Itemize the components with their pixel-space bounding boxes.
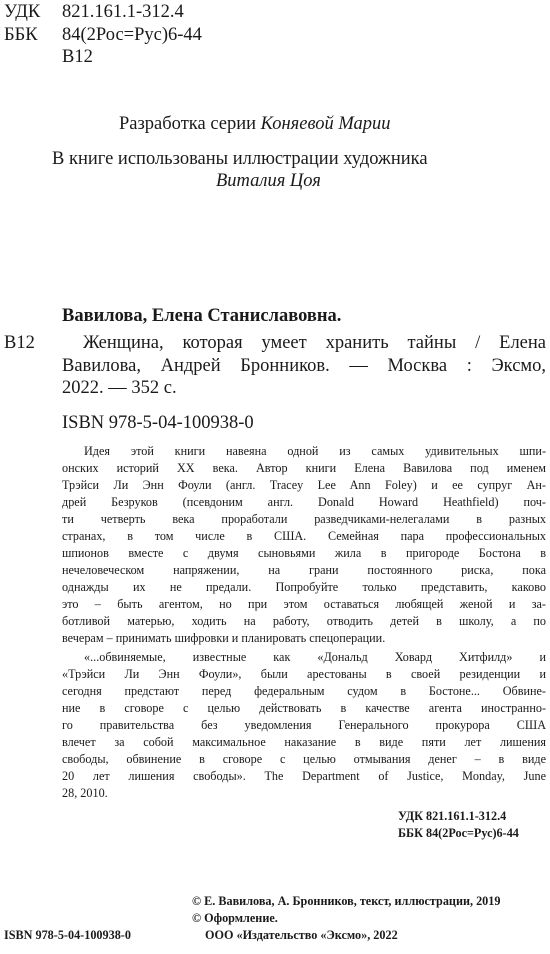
author-mark: В12 xyxy=(62,47,93,67)
annotation-p2-line: 28, 2010. xyxy=(62,786,108,800)
annotation-p2-line: ние в сговоре с целью действовать в качестве агента иностранно- xyxy=(62,701,546,715)
copyright-line-2: © Оформление. xyxy=(192,911,278,925)
annotation-p1-line: Трэйси Ли Энн Фоули (англ. Tracey Lee Ann Foley) и ее супруг Ан- xyxy=(62,478,546,492)
annotation-p1-line: онских историй XX века. Автор книги Елена Вавилова под именем xyxy=(62,461,546,475)
annotation-p1-line: нечеловеческом напряжении, на грани постоянного риска, пока xyxy=(62,563,546,577)
bbk-value: 84(2Рос=Рус)6-44 xyxy=(62,25,202,45)
catalog-entry-line-2: Вавилова, Андрей Бронников. — Москва : Эксмо, xyxy=(62,356,546,376)
annotation-p1-line: ти четверть века проработали разведчиками-нелегалами в разных xyxy=(62,512,546,526)
illustrations-artist: Виталия Цоя xyxy=(216,171,321,191)
annotation-p1-line: вечерам – принимать шифровки и планировать спецоперации. xyxy=(62,631,386,645)
series-credit xyxy=(119,114,391,134)
annotation-p1-line: странах, в том числе в США. Семейная пара профессиональных xyxy=(62,529,546,543)
catalog-entry-line-3: 2022. — 352 с. xyxy=(62,378,177,398)
copyright-line-3: ООО «Издательство «Эксмо», 2022 xyxy=(205,928,398,942)
catalog-isbn: ISBN 978-5-04-100938-0 xyxy=(62,413,254,433)
annotation-p2-line: влечет за собой максимальное наказание в виде пяти лет лишения xyxy=(62,735,546,749)
footer-udk: УДК 821.161.1-312.4 xyxy=(398,809,507,823)
series-prefix: Разработка серии xyxy=(119,114,257,134)
illustrations-line: В книге использованы иллюстрации художника xyxy=(52,149,428,169)
catalog-heading: Вавилова, Елена Станиславовна. xyxy=(62,306,342,326)
catalog-mark: В12 xyxy=(4,333,35,353)
series-designer: Коняевой Марии xyxy=(260,114,391,134)
annotation-p2-line: го правительства без уведомления Генерального прокурора США xyxy=(62,718,546,732)
annotation-p2-line: сегодня предстают перед федеральным судом в Бостоне... Обвине- xyxy=(62,684,546,698)
annotation-p2-line: 20 лет лишения свободы». The Department of Justice, Monday, June xyxy=(62,769,546,783)
udk-value: 821.161.1-312.4 xyxy=(62,2,184,22)
footer-bbk: ББК 84(2Рос=Рус)6-44 xyxy=(398,826,519,840)
annotation-p1-line: однажды их не предали. Попробуйте только представить, каково xyxy=(62,580,546,594)
footer-isbn: ISBN 978-5-04-100938-0 xyxy=(4,928,131,942)
udk-label: УДК xyxy=(4,2,41,22)
annotation-p2-line: «Трэйси Ли Энн Фоули», были арестованы в своей резиденции и xyxy=(62,667,546,681)
annotation-p1-line: дрей Безруков (псевдоним англ. Donald Howard Heathfield) поч- xyxy=(62,495,546,509)
annotation-p1-line: ботливой матерью, ходить на работу, отводить детей в школу, а по xyxy=(62,614,546,628)
annotation-p1-line: это – быть агентом, но при этом оставаться любящей женой и за- xyxy=(62,597,546,611)
copyright-line-1: © Е. Вавилова, А. Бронников, текст, иллюстрации, 2019 xyxy=(192,894,501,908)
annotation-p2-line: «...обвиняемые, известные как «Дональд Ховард Хитфилд» и xyxy=(84,650,546,664)
bbk-label: ББК xyxy=(4,25,38,45)
annotation-p1-line: шпионов вместе с двумя сыновьями жила в пригороде Бостона в xyxy=(62,546,546,560)
annotation-p2-line: свободы, обвинение в сговоре с целью отмывания денег – в виде xyxy=(62,752,546,766)
annotation-p1-line: Идея этой книги навеяна одной из самых удивительных шпи- xyxy=(84,444,546,458)
catalog-entry-line-1: Женщина, которая умеет хранить тайны / Елена xyxy=(83,333,546,353)
